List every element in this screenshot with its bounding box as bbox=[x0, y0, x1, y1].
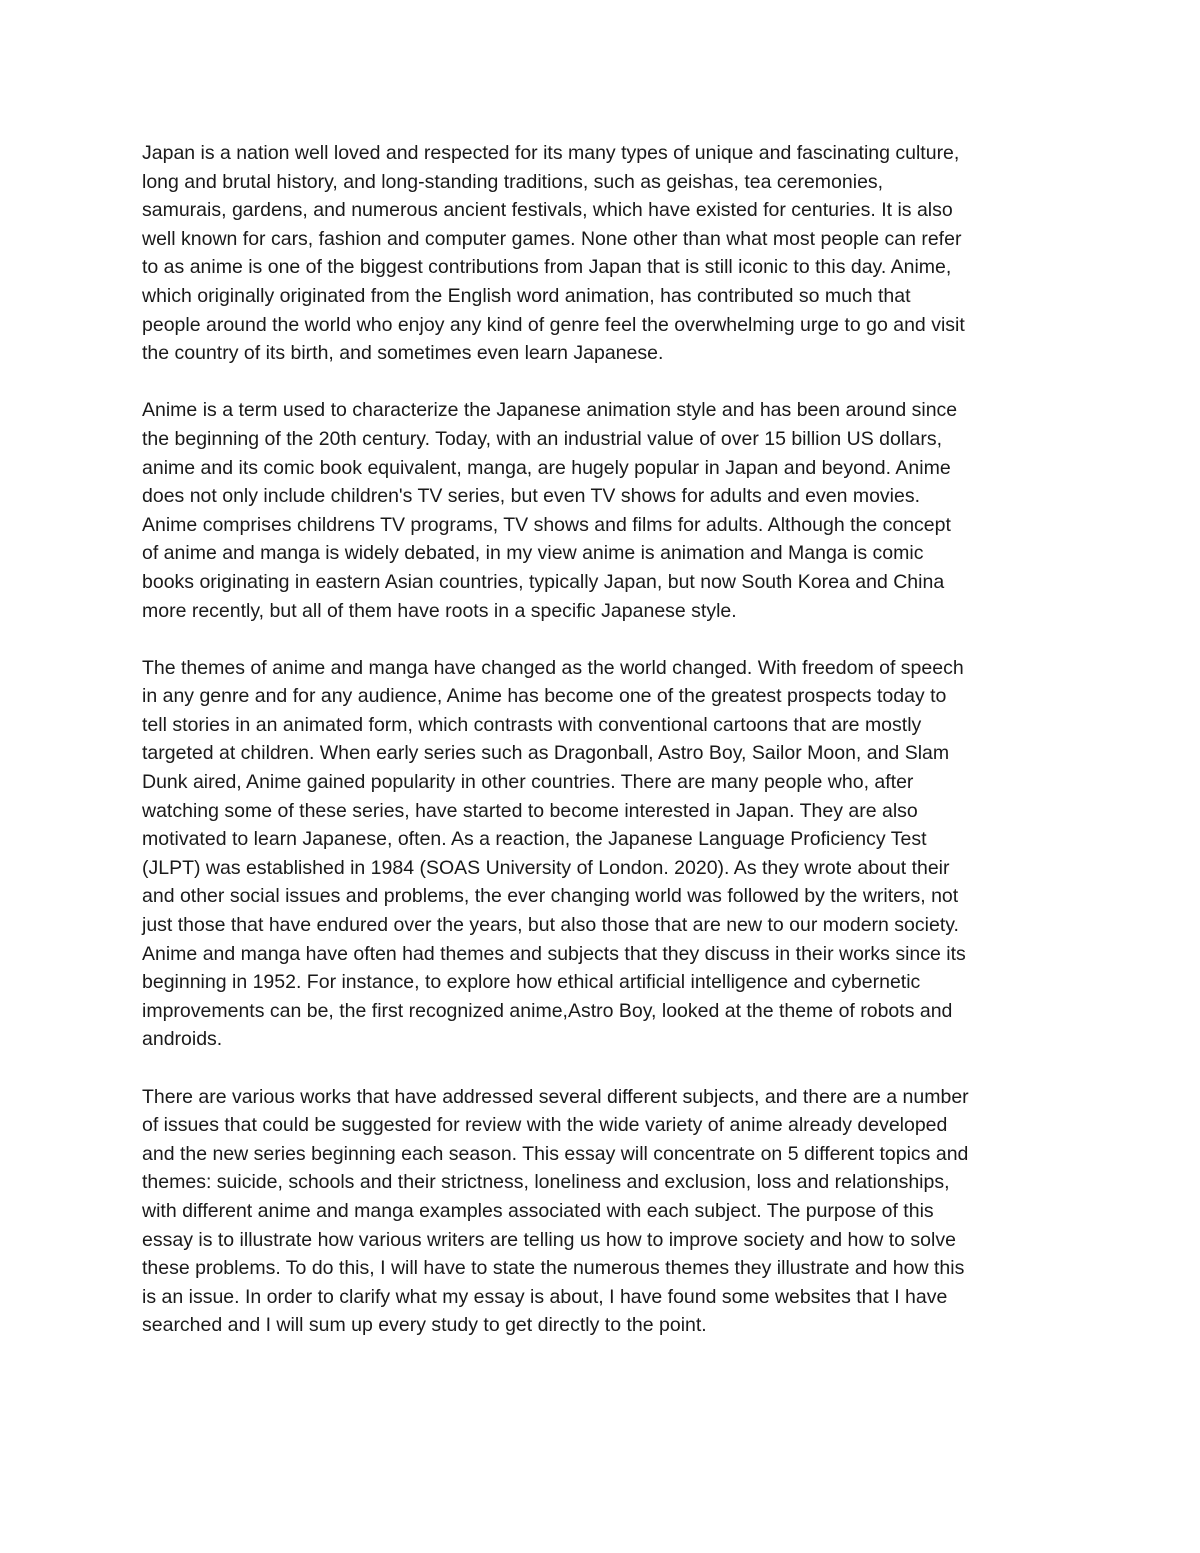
text-line: of issues that could be suggested for review with the wide variety of anime already developed bbox=[142, 1114, 948, 1137]
text-line: the country of its birth, and sometimes even learn Japanese. bbox=[142, 342, 664, 365]
text-line: in any genre and for any audience, Anime has become one of the greatest prospects today to bbox=[142, 685, 947, 708]
text-line: Anime and manga have often had themes and subjects that they discuss in their works since its bbox=[142, 942, 966, 965]
text-line: Anime comprises childrens TV programs, TV shows and films for adults. Although the concept bbox=[142, 513, 951, 536]
text-line: which originally originated from the English word animation, has contributed so much that bbox=[142, 284, 911, 307]
text-line: tell stories in an animated form, which contrasts with conventional cartoons that are mostly bbox=[142, 713, 922, 736]
text-line: people around the world who enjoy any kind of genre feel the overwhelming urge to go and visit bbox=[142, 313, 965, 336]
paragraph-3 bbox=[142, 654, 1062, 1054]
document-body bbox=[142, 139, 1062, 1369]
text-line: (JLPT) was established in 1984 (SOAS University of London. 2020). As they wrote about their bbox=[142, 856, 950, 879]
text-line: Anime is a term used to characterize the Japanese animation style and has been around since bbox=[142, 399, 958, 422]
text-line: of anime and manga is widely debated, in my view anime is animation and Manga is comic bbox=[142, 542, 924, 565]
text-line: androids. bbox=[142, 1028, 223, 1051]
text-line: and other social issues and problems, the ever changing world was followed by the writers, not bbox=[142, 885, 959, 908]
text-line: these problems. To do this, I will have to state the numerous themes they illustrate and how this bbox=[142, 1257, 965, 1280]
text-line: themes: suicide, schools and their strictness, loneliness and exclusion, loss and relationships, bbox=[142, 1171, 950, 1194]
text-line: The themes of anime and manga have changed as the world changed. With freedom of speech bbox=[142, 656, 964, 679]
paragraph-2 bbox=[142, 396, 1062, 625]
text-line: long and brutal history, and long-standing traditions, such as geishas, tea ceremonies, bbox=[142, 170, 884, 193]
text-line: books originating in eastern Asian countries, typically Japan, but now South Korea and China bbox=[142, 570, 945, 593]
text-line: beginning in 1952. For instance, to explore how ethical artificial intelligence and cybernetic bbox=[142, 971, 921, 994]
text-line: just those that have endured over the years, but also those that are new to our modern society. bbox=[142, 914, 959, 937]
text-line: watching some of these series, have started to become interested in Japan. They are also bbox=[142, 799, 918, 822]
text-line: and the new series beginning each season. This essay will concentrate on 5 different topics and bbox=[142, 1142, 969, 1165]
text-line: with different anime and manga examples associated with each subject. The purpose of this bbox=[142, 1199, 934, 1222]
paragraph-4 bbox=[142, 1083, 1062, 1340]
text-line: There are various works that have addressed several different subjects, and there are a number bbox=[142, 1085, 969, 1108]
text-line: is an issue. In order to clarify what my essay is about, I have found some websites that I have bbox=[142, 1285, 948, 1308]
text-line: targeted at children. When early series such as Dragonball, Astro Boy, Sailor Moon, and Slam bbox=[142, 742, 950, 765]
text-line: to as anime is one of the biggest contributions from Japan that is still iconic to this day. Anime, bbox=[142, 256, 952, 279]
text-line: Dunk aired, Anime gained popularity in other countries. There are many people who, after bbox=[142, 771, 914, 794]
text-line: improvements can be, the first recognized anime,Astro Boy, looked at the theme of robots and bbox=[142, 999, 953, 1022]
text-line: well known for cars, fashion and computer games. None other than what most people can refer bbox=[142, 227, 962, 250]
text-line: anime and its comic book equivalent, manga, are hugely popular in Japan and beyond. Anime bbox=[142, 456, 951, 479]
text-line: the beginning of the 20th century. Today, with an industrial value of over 15 billion US dollars, bbox=[142, 427, 942, 450]
text-line: searched and I will sum up every study to get directly to the point. bbox=[142, 1314, 707, 1337]
text-line: motivated to learn Japanese, often. As a reaction, the Japanese Language Proficiency Test bbox=[142, 828, 927, 851]
text-line: essay is to illustrate how various writers are telling us how to improve society and how to solve bbox=[142, 1228, 956, 1251]
text-line: samurais, gardens, and numerous ancient festivals, which have existed for centuries. It is also bbox=[142, 199, 953, 222]
paragraph-1 bbox=[142, 139, 1062, 368]
text-line: Japan is a nation well loved and respected for its many types of unique and fascinating culture, bbox=[142, 142, 960, 164]
text-line: more recently, but all of them have roots in a specific Japanese style. bbox=[142, 599, 737, 622]
text-line: does not only include children's TV series, but even TV shows for adults and even movies. bbox=[142, 485, 921, 508]
